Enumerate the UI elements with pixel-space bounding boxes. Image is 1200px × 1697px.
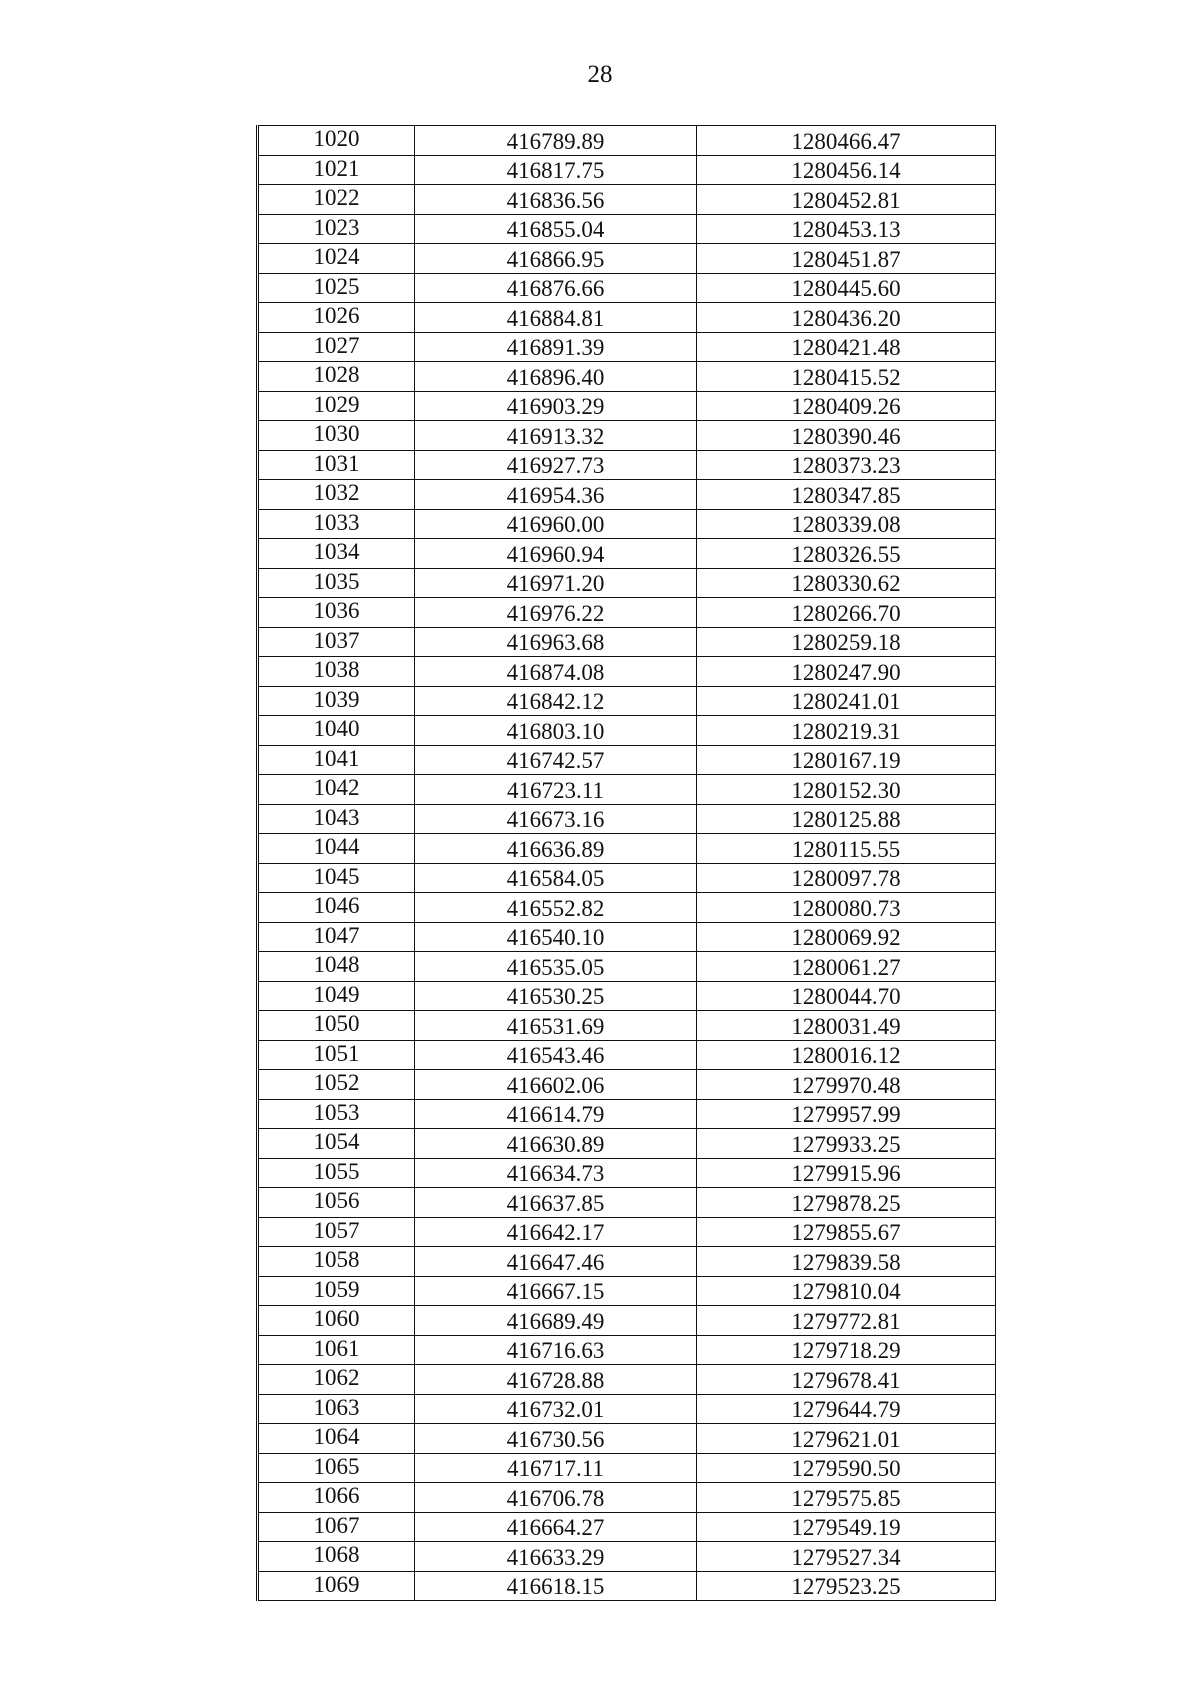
point-number-cell: 1069 bbox=[258, 1571, 415, 1601]
x-coordinate-cell: 416633.29 bbox=[415, 1542, 697, 1572]
y-coordinate-cell: 1280016.12 bbox=[697, 1040, 996, 1070]
table-row bbox=[258, 893, 996, 923]
table-row bbox=[258, 1188, 996, 1218]
table-row bbox=[258, 1512, 996, 1542]
y-coordinate-cell: 1280115.55 bbox=[697, 834, 996, 864]
y-coordinate-cell: 1280031.49 bbox=[697, 1011, 996, 1041]
table-row bbox=[258, 185, 996, 215]
point-number-cell: 1032 bbox=[258, 480, 415, 510]
table-row bbox=[258, 303, 996, 333]
y-coordinate-cell: 1280451.87 bbox=[697, 244, 996, 274]
table-row bbox=[258, 1247, 996, 1277]
y-coordinate-cell: 1280436.20 bbox=[697, 303, 996, 333]
x-coordinate-cell: 416689.49 bbox=[415, 1306, 697, 1336]
point-number-cell: 1049 bbox=[258, 981, 415, 1011]
x-coordinate-cell: 416602.06 bbox=[415, 1070, 697, 1100]
x-coordinate-cell: 416732.01 bbox=[415, 1394, 697, 1424]
coordinates-table-body bbox=[258, 126, 996, 1601]
point-number-cell: 1025 bbox=[258, 273, 415, 303]
x-coordinate-cell: 416647.46 bbox=[415, 1247, 697, 1277]
point-number-cell: 1051 bbox=[258, 1040, 415, 1070]
table-row bbox=[258, 480, 996, 510]
table-row bbox=[258, 657, 996, 687]
y-coordinate-cell: 1279970.48 bbox=[697, 1070, 996, 1100]
table-row bbox=[258, 1571, 996, 1601]
table-row bbox=[258, 804, 996, 834]
y-coordinate-cell: 1280152.30 bbox=[697, 775, 996, 805]
point-number-cell: 1058 bbox=[258, 1247, 415, 1277]
x-coordinate-cell: 416963.68 bbox=[415, 627, 697, 657]
y-coordinate-cell: 1280452.81 bbox=[697, 185, 996, 215]
table-row bbox=[258, 1158, 996, 1188]
point-number-cell: 1037 bbox=[258, 627, 415, 657]
table-row bbox=[258, 450, 996, 480]
table-row bbox=[258, 1424, 996, 1454]
table-row bbox=[258, 627, 996, 657]
table-row bbox=[258, 834, 996, 864]
y-coordinate-cell: 1280247.90 bbox=[697, 657, 996, 687]
y-coordinate-cell: 1280339.08 bbox=[697, 509, 996, 539]
table-row bbox=[258, 244, 996, 274]
y-coordinate-cell: 1279933.25 bbox=[697, 1129, 996, 1159]
table-row bbox=[258, 332, 996, 362]
x-coordinate-cell: 416664.27 bbox=[415, 1512, 697, 1542]
y-coordinate-cell: 1279878.25 bbox=[697, 1188, 996, 1218]
x-coordinate-cell: 416531.69 bbox=[415, 1011, 697, 1041]
y-coordinate-cell: 1280219.31 bbox=[697, 716, 996, 746]
point-number-cell: 1046 bbox=[258, 893, 415, 923]
x-coordinate-cell: 416584.05 bbox=[415, 863, 697, 893]
x-coordinate-cell: 416637.85 bbox=[415, 1188, 697, 1218]
y-coordinate-cell: 1280390.46 bbox=[697, 421, 996, 451]
point-number-cell: 1041 bbox=[258, 745, 415, 775]
x-coordinate-cell: 416971.20 bbox=[415, 568, 697, 598]
x-coordinate-cell: 416903.29 bbox=[415, 391, 697, 421]
y-coordinate-cell: 1279855.67 bbox=[697, 1217, 996, 1247]
point-number-cell: 1038 bbox=[258, 657, 415, 687]
point-number-cell: 1043 bbox=[258, 804, 415, 834]
y-coordinate-cell: 1280445.60 bbox=[697, 273, 996, 303]
y-coordinate-cell: 1280453.13 bbox=[697, 214, 996, 244]
x-coordinate-cell: 416618.15 bbox=[415, 1571, 697, 1601]
point-number-cell: 1045 bbox=[258, 863, 415, 893]
y-coordinate-cell: 1280466.47 bbox=[697, 126, 996, 156]
x-coordinate-cell: 416876.66 bbox=[415, 273, 697, 303]
x-coordinate-cell: 416728.88 bbox=[415, 1365, 697, 1395]
y-coordinate-cell: 1279549.19 bbox=[697, 1512, 996, 1542]
y-coordinate-cell: 1279527.34 bbox=[697, 1542, 996, 1572]
y-coordinate-cell: 1280266.70 bbox=[697, 598, 996, 628]
table-row bbox=[258, 214, 996, 244]
table-row bbox=[258, 539, 996, 569]
x-coordinate-cell: 416723.11 bbox=[415, 775, 697, 805]
y-coordinate-cell: 1280259.18 bbox=[697, 627, 996, 657]
x-coordinate-cell: 416535.05 bbox=[415, 952, 697, 982]
y-coordinate-cell: 1280373.23 bbox=[697, 450, 996, 480]
point-number-cell: 1047 bbox=[258, 922, 415, 952]
y-coordinate-cell: 1280421.48 bbox=[697, 332, 996, 362]
table-row bbox=[258, 126, 996, 156]
point-number-cell: 1044 bbox=[258, 834, 415, 864]
y-coordinate-cell: 1279915.96 bbox=[697, 1158, 996, 1188]
point-number-cell: 1026 bbox=[258, 303, 415, 333]
y-coordinate-cell: 1280415.52 bbox=[697, 362, 996, 392]
table-row bbox=[258, 421, 996, 451]
table-row bbox=[258, 716, 996, 746]
table-row bbox=[258, 1099, 996, 1129]
table-row bbox=[258, 1394, 996, 1424]
x-coordinate-cell: 416803.10 bbox=[415, 716, 697, 746]
point-number-cell: 1034 bbox=[258, 539, 415, 569]
x-coordinate-cell: 416673.16 bbox=[415, 804, 697, 834]
point-number-cell: 1027 bbox=[258, 332, 415, 362]
point-number-cell: 1054 bbox=[258, 1129, 415, 1159]
x-coordinate-cell: 416706.78 bbox=[415, 1483, 697, 1513]
x-coordinate-cell: 416667.15 bbox=[415, 1276, 697, 1306]
table-row bbox=[258, 863, 996, 893]
point-number-cell: 1068 bbox=[258, 1542, 415, 1572]
table-row bbox=[258, 981, 996, 1011]
y-coordinate-cell: 1280347.85 bbox=[697, 480, 996, 510]
point-number-cell: 1042 bbox=[258, 775, 415, 805]
x-coordinate-cell: 416742.57 bbox=[415, 745, 697, 775]
x-coordinate-cell: 416976.22 bbox=[415, 598, 697, 628]
x-coordinate-cell: 416960.00 bbox=[415, 509, 697, 539]
y-coordinate-cell: 1280326.55 bbox=[697, 539, 996, 569]
table-row bbox=[258, 952, 996, 982]
point-number-cell: 1055 bbox=[258, 1158, 415, 1188]
table-row bbox=[258, 1365, 996, 1395]
table-row bbox=[258, 745, 996, 775]
y-coordinate-cell: 1279718.29 bbox=[697, 1335, 996, 1365]
point-number-cell: 1029 bbox=[258, 391, 415, 421]
point-number-cell: 1063 bbox=[258, 1394, 415, 1424]
table-row bbox=[258, 391, 996, 421]
y-coordinate-cell: 1279644.79 bbox=[697, 1394, 996, 1424]
point-number-cell: 1022 bbox=[258, 185, 415, 215]
y-coordinate-cell: 1280456.14 bbox=[697, 155, 996, 185]
y-coordinate-cell: 1280080.73 bbox=[697, 893, 996, 923]
table-row bbox=[258, 1483, 996, 1513]
coordinates-table bbox=[256, 125, 996, 1601]
table-row bbox=[258, 922, 996, 952]
table-row bbox=[258, 568, 996, 598]
point-number-cell: 1050 bbox=[258, 1011, 415, 1041]
x-coordinate-cell: 416927.73 bbox=[415, 450, 697, 480]
table-row bbox=[258, 1217, 996, 1247]
point-number-cell: 1065 bbox=[258, 1453, 415, 1483]
point-number-cell: 1035 bbox=[258, 568, 415, 598]
y-coordinate-cell: 1279772.81 bbox=[697, 1306, 996, 1336]
table-row bbox=[258, 1011, 996, 1041]
x-coordinate-cell: 416530.25 bbox=[415, 981, 697, 1011]
table-row bbox=[258, 1129, 996, 1159]
x-coordinate-cell: 416866.95 bbox=[415, 244, 697, 274]
point-number-cell: 1031 bbox=[258, 450, 415, 480]
x-coordinate-cell: 416789.89 bbox=[415, 126, 697, 156]
table-row bbox=[258, 598, 996, 628]
x-coordinate-cell: 416730.56 bbox=[415, 1424, 697, 1454]
y-coordinate-cell: 1280069.92 bbox=[697, 922, 996, 952]
point-number-cell: 1066 bbox=[258, 1483, 415, 1513]
table-row bbox=[258, 509, 996, 539]
x-coordinate-cell: 416884.81 bbox=[415, 303, 697, 333]
table-row bbox=[258, 1040, 996, 1070]
y-coordinate-cell: 1279839.58 bbox=[697, 1247, 996, 1277]
point-number-cell: 1048 bbox=[258, 952, 415, 982]
point-number-cell: 1060 bbox=[258, 1306, 415, 1336]
table-row bbox=[258, 273, 996, 303]
x-coordinate-cell: 416540.10 bbox=[415, 922, 697, 952]
point-number-cell: 1023 bbox=[258, 214, 415, 244]
point-number-cell: 1036 bbox=[258, 598, 415, 628]
x-coordinate-cell: 416891.39 bbox=[415, 332, 697, 362]
y-coordinate-cell: 1279575.85 bbox=[697, 1483, 996, 1513]
x-coordinate-cell: 416842.12 bbox=[415, 686, 697, 716]
x-coordinate-cell: 416817.75 bbox=[415, 155, 697, 185]
point-number-cell: 1028 bbox=[258, 362, 415, 392]
x-coordinate-cell: 416642.17 bbox=[415, 1217, 697, 1247]
point-number-cell: 1039 bbox=[258, 686, 415, 716]
y-coordinate-cell: 1280409.26 bbox=[697, 391, 996, 421]
point-number-cell: 1020 bbox=[258, 126, 415, 156]
x-coordinate-cell: 416855.04 bbox=[415, 214, 697, 244]
point-number-cell: 1033 bbox=[258, 509, 415, 539]
y-coordinate-cell: 1279590.50 bbox=[697, 1453, 996, 1483]
point-number-cell: 1056 bbox=[258, 1188, 415, 1218]
x-coordinate-cell: 416896.40 bbox=[415, 362, 697, 392]
table-row bbox=[258, 362, 996, 392]
y-coordinate-cell: 1279523.25 bbox=[697, 1571, 996, 1601]
x-coordinate-cell: 416913.32 bbox=[415, 421, 697, 451]
point-number-cell: 1053 bbox=[258, 1099, 415, 1129]
x-coordinate-cell: 416634.73 bbox=[415, 1158, 697, 1188]
x-coordinate-cell: 416552.82 bbox=[415, 893, 697, 923]
point-number-cell: 1024 bbox=[258, 244, 415, 274]
x-coordinate-cell: 416543.46 bbox=[415, 1040, 697, 1070]
x-coordinate-cell: 416836.56 bbox=[415, 185, 697, 215]
table-row bbox=[258, 1276, 996, 1306]
table-row bbox=[258, 1453, 996, 1483]
point-number-cell: 1059 bbox=[258, 1276, 415, 1306]
point-number-cell: 1057 bbox=[258, 1217, 415, 1247]
y-coordinate-cell: 1279810.04 bbox=[697, 1276, 996, 1306]
y-coordinate-cell: 1279957.99 bbox=[697, 1099, 996, 1129]
table-row bbox=[258, 775, 996, 805]
point-number-cell: 1040 bbox=[258, 716, 415, 746]
point-number-cell: 1052 bbox=[258, 1070, 415, 1100]
table-row bbox=[258, 1070, 996, 1100]
point-number-cell: 1064 bbox=[258, 1424, 415, 1454]
x-coordinate-cell: 416717.11 bbox=[415, 1453, 697, 1483]
table-row bbox=[258, 1306, 996, 1336]
y-coordinate-cell: 1280167.19 bbox=[697, 745, 996, 775]
y-coordinate-cell: 1280061.27 bbox=[697, 952, 996, 982]
y-coordinate-cell: 1280097.78 bbox=[697, 863, 996, 893]
table-row bbox=[258, 1542, 996, 1572]
x-coordinate-cell: 416960.94 bbox=[415, 539, 697, 569]
x-coordinate-cell: 416954.36 bbox=[415, 480, 697, 510]
page-number: 28 bbox=[587, 61, 613, 88]
table-row bbox=[258, 155, 996, 185]
table-row bbox=[258, 1335, 996, 1365]
point-number-cell: 1030 bbox=[258, 421, 415, 451]
y-coordinate-cell: 1279621.01 bbox=[697, 1424, 996, 1454]
x-coordinate-cell: 416630.89 bbox=[415, 1129, 697, 1159]
x-coordinate-cell: 416874.08 bbox=[415, 657, 697, 687]
point-number-cell: 1067 bbox=[258, 1512, 415, 1542]
x-coordinate-cell: 416716.63 bbox=[415, 1335, 697, 1365]
point-number-cell: 1061 bbox=[258, 1335, 415, 1365]
y-coordinate-cell: 1280125.88 bbox=[697, 804, 996, 834]
y-coordinate-cell: 1280330.62 bbox=[697, 568, 996, 598]
x-coordinate-cell: 416614.79 bbox=[415, 1099, 697, 1129]
y-coordinate-cell: 1280241.01 bbox=[697, 686, 996, 716]
point-number-cell: 1062 bbox=[258, 1365, 415, 1395]
point-number-cell: 1021 bbox=[258, 155, 415, 185]
y-coordinate-cell: 1279678.41 bbox=[697, 1365, 996, 1395]
table-row bbox=[258, 686, 996, 716]
y-coordinate-cell: 1280044.70 bbox=[697, 981, 996, 1011]
x-coordinate-cell: 416636.89 bbox=[415, 834, 697, 864]
